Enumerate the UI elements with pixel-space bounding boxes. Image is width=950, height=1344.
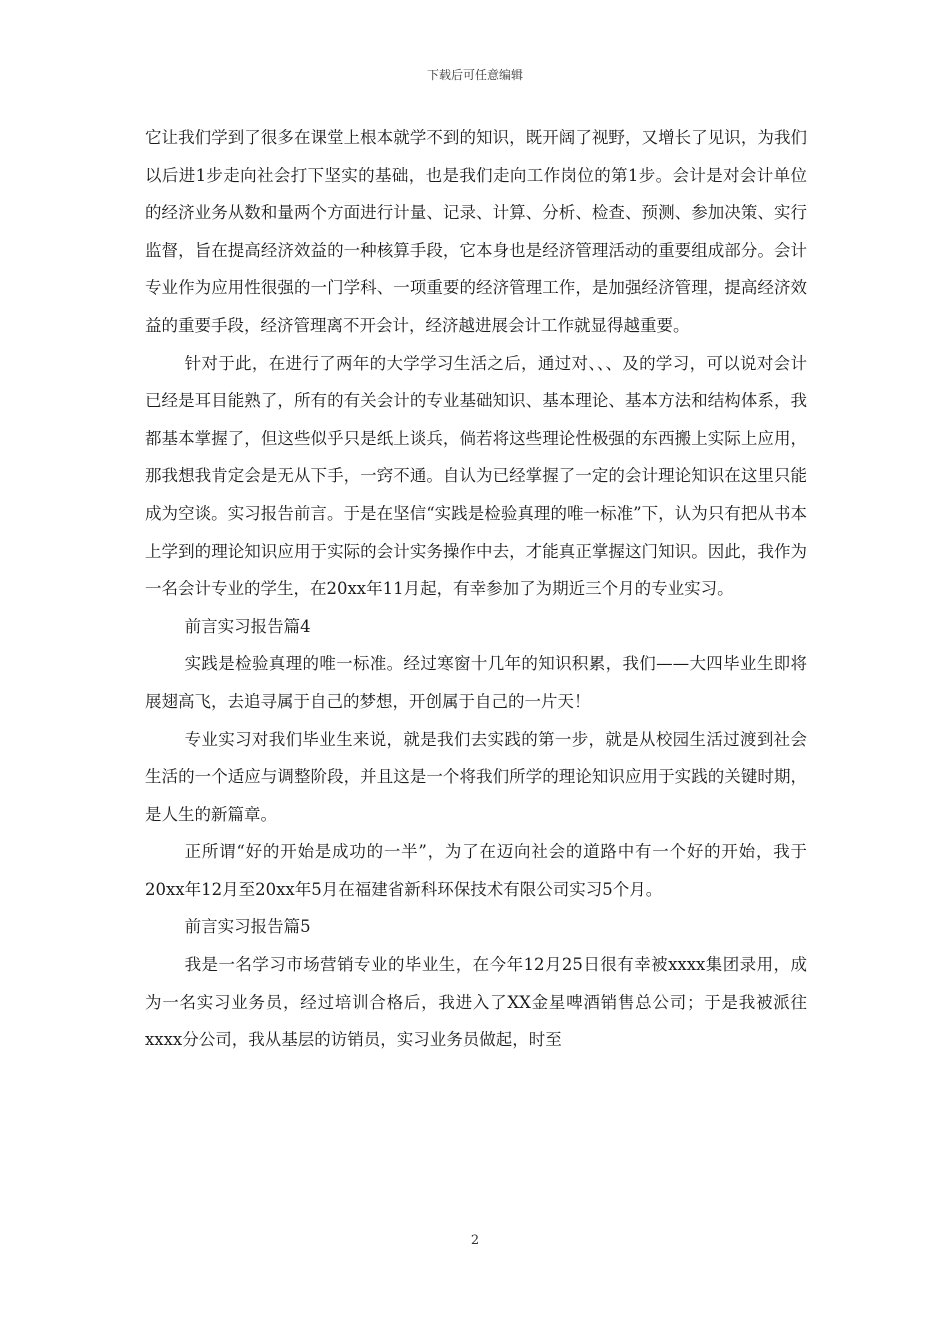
section-heading: 前言实习报告篇4	[184, 616, 311, 636]
paragraph: 专业实习对我们毕业生来说，就是我们去实践的第一步，就是从校园生活过渡到社会生活的一个适应与调整阶段，并且这是一个将我们所学的理论知识应用于实践的关键时期，是人生的新篇章。	[145, 729, 807, 824]
section-heading: 前言实习报告篇5	[184, 917, 311, 937]
page-number: 2	[470, 1233, 480, 1248]
document-body	[145, 119, 807, 1059]
paragraph: 实践是检验真理的唯一标准。经过寒窗十几年的知识积累，我们——大四毕业生即将展翅高飞，去追寻属于自己的梦想，开创属于自己的一片天！	[145, 654, 807, 711]
paragraph: 我是一名学习市场营销专业的毕业生，在今年12月25日很有幸被xxxx集团录用，成为一名实习业务员，经过培训合格后，我进入了XX金星啤酒销售总公司；于是我被派往xxxx分公司，我从基层的访销员，实习业务员做起，时至	[145, 955, 807, 1050]
page-header: 下载后可任意编辑	[426, 68, 523, 82]
paragraph: 正所谓“好的开始是成功的一半”，为了在迈向社会的道路中有一个好的开始，我于20xx年12月至20xx年5月在福建省新科环保技术有限公司实习5个月。	[145, 842, 807, 899]
paragraph: 它让我们学到了很多在课堂上根本就学不到的知识，既开阔了视野，又增长了见识，为我们以后进1步走向社会打下坚实的基础，也是我们走向工作岗位的第1步。会计是对会计单位的经济业务从数和量两个方面进行计量、记录、计算、分析、检查、预测、参加决策、实行监督，旨在提高经济效益的一种核算手段，它本身也是经济管理活动的重要组成部分。会计专业作为应用性很强的一门学科、一项重要的经济管理工作，是加强经济管理，提高经济效益的重要手段，经济管理离不开会计，经济越进展会计工作就显得越重要。	[145, 128, 807, 335]
paragraph: 针对于此，在进行了两年的大学学习生活之后，通过对、、、及的学习，可以说对会计已经是耳目能熟了，所有的有关会计的专业基础知识、基本理论、基本方法和结构体系，我都基本掌握了，但这些似乎只是纸上谈兵，倘若将这些理论性极强的东西搬上实际上应用，那我想我肯定会是无从下手，一窍不通。自认为已经掌握了一定的会计理论知识在这里只能成为空谈。实习报告前言。于是在坚信“实践是检验真理的唯一标准”下，认为只有把从书本上学到的理论知识应用于实际的会计实务操作中去，才能真正掌握这门知识。因此，我作为一名会计专业的学生，在20xx年11月起，有幸参加了为期近三个月的专业实习。	[145, 353, 807, 599]
